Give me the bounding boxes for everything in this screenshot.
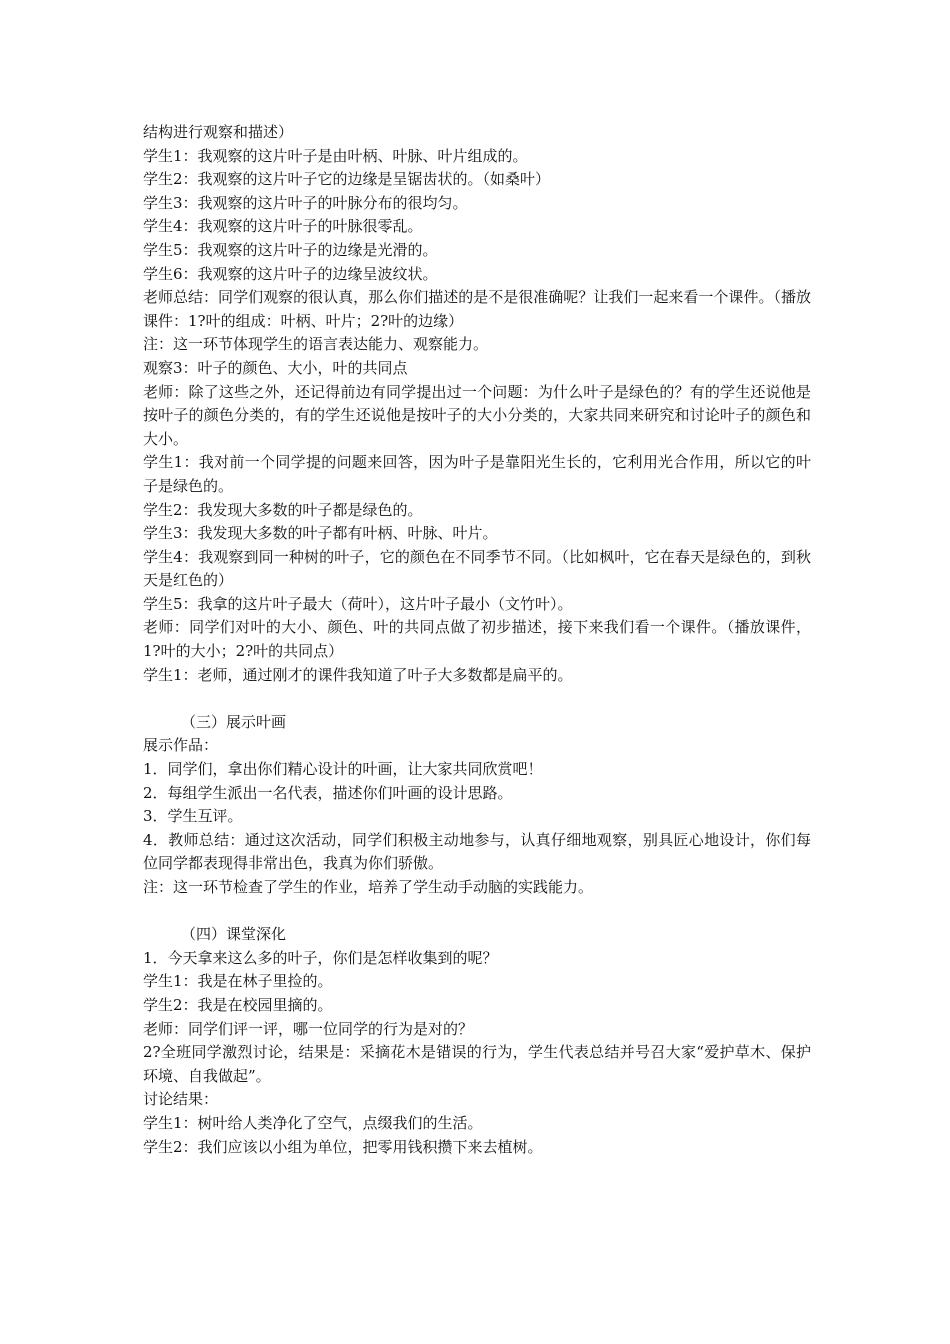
paragraph: 学生1：树叶给人类净化了空气，点缀我们的生活。 [143, 1113, 483, 1132]
list-item: 1．同学们，拿出你们精心设计的叶画，让大家共同欣赏吧！ [143, 760, 543, 779]
list-item: 1．今天拿来这么多的叶子，你们是怎样收集到的呢？ [143, 948, 498, 967]
section-heading: 观察3：叶子的颜色、大小，叶的共同点 [143, 358, 408, 377]
paragraph: 老师总结：同学们观察的很认真，那么你们描述的是不是很准确呢？让我们一起来看一个课件。（播放课件：1?叶的组成：叶柄、叶片；2?叶的边缘） [143, 288, 811, 330]
paragraph: 学生2：我发现大多数的叶子都是绿色的。 [143, 500, 423, 519]
paragraph: 老师：同学们对叶的大小、颜色、叶的共同点做了初步描述，接下来我们看一个课件。（播放课件，1?叶的大小；2?叶的共同点） [143, 618, 811, 661]
document-body [143, 121, 811, 1159]
blank-line [143, 687, 811, 711]
blank-line [143, 900, 811, 924]
paragraph: 老师：除了这些之外，还记得前边有同学提出过一个问题：为什么叶子是绿色的？有的学生还说他是按叶子的颜色分类的，有的学生还说他是按叶子的大小分类的，大家共同来研究和讨论叶子的颜色和大小。 [143, 382, 811, 448]
paragraph: 学生5：我观察的这片叶子的边缘是光滑的。 [143, 240, 438, 259]
paragraph: 注：这一环节体现学生的语言表达能力、观察能力。 [143, 335, 489, 354]
paragraph: 学生4：我观察到同一种树的叶子，它的颜色在不同季节不同。（比如枫叶，它在春天是绿色的，到秋天是红色的） [143, 547, 811, 590]
paragraph: 学生2：我是在校园里摘的。 [143, 995, 333, 1014]
paragraph: 学生5：我拿的这片叶子最大（荷叶），这片叶子最小（文竹叶）。 [143, 594, 573, 613]
paragraph: 学生3：我发现大多数的叶子都有叶柄、叶脉、叶片。 [143, 524, 498, 543]
paragraph: 学生1：我观察的这片叶子是由叶柄、叶脉、叶片组成的。 [143, 146, 528, 165]
paragraph: 学生2：我们应该以小组为单位，把零用钱积攒下来去植树。 [143, 1137, 543, 1156]
list-item: 2．每组学生派出一名代表，描述你们叶画的设计思路。 [143, 783, 513, 802]
paragraph: 学生2：我观察的这片叶子它的边缘是呈锯齿状的。（如桑叶） [143, 170, 551, 189]
paragraph: 注：这一环节检查了学生的作业，培养了学生动手动脑的实践能力。 [143, 878, 594, 896]
paragraph: 学生3：我观察的这片叶子的叶脉分布的很均匀。 [143, 193, 468, 212]
paragraph: 学生1：我是在林子里捡的。 [143, 972, 333, 991]
paragraph: 展示作品： [143, 736, 219, 755]
paragraph: 学生1：我对前一个同学提的问题来回答，因为叶子是靠阳光生长的，它利用光合作用，所以它的叶子是绿色的。 [143, 453, 811, 495]
section-heading: （三）展示叶画 [181, 712, 287, 731]
paragraph: 学生6：我观察的这片叶子的边缘呈波纹状。 [143, 264, 438, 283]
list-item: 3．学生互评。 [143, 807, 243, 826]
list-item: 4．教师总结：通过这次活动，同学们积极主动地参与，认真仔细地观察，别具匠心地设计，你们每位同学都表现得非常出色，我真为你们骄傲。 [143, 830, 811, 873]
section-heading: （四）课堂深化 [181, 925, 287, 944]
paragraph: 学生1：老师，通过刚才的课件我知道了叶子大多数都是扁平的。 [143, 665, 573, 684]
paragraph: 学生4：我观察的这片叶子的叶脉很零乱。 [143, 217, 423, 236]
list-item: 2?全班同学激烈讨论，结果是：采摘花木是错误的行为，学生代表总结并号召大家“爱护草木、保护环境、自我做起”。 [143, 1043, 811, 1085]
paragraph: 讨论结果： [143, 1090, 219, 1109]
paragraph: 老师：同学们评一评，哪一位同学的行为是对的？ [143, 1019, 474, 1038]
paragraph: 结构进行观察和描述） [143, 123, 294, 141]
